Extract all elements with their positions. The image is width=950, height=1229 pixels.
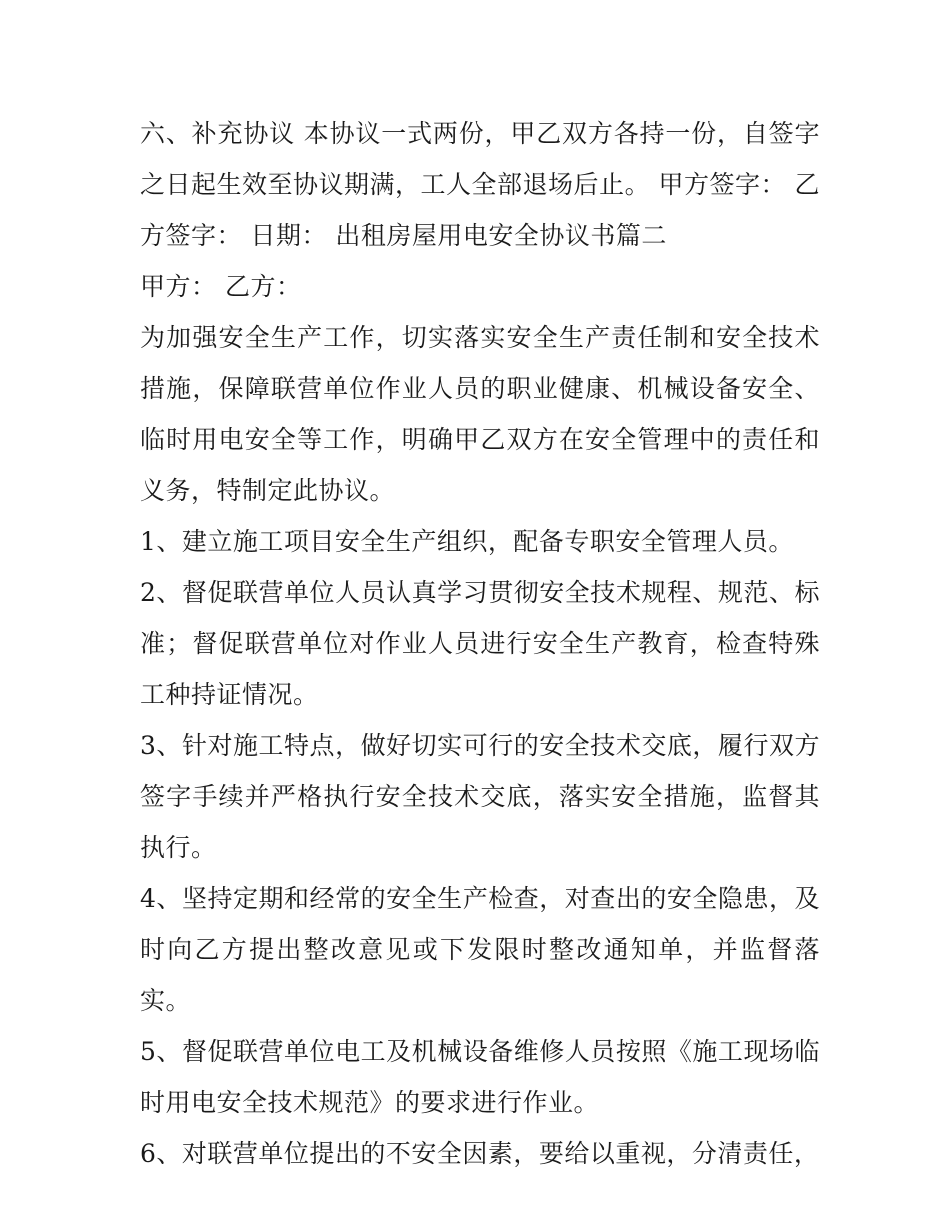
clause-5: 5、督促联营单位电工及机械设备维修人员按照《施工现场临时用电安全技术规范》的要求进行作业。 [140, 1037, 820, 1117]
document-body [140, 108, 820, 1179]
clause-3: 3、针对施工特点，做好切实可行的安全技术交底，履行双方签字手续并严格执行安全技术交底，落实安全措施，监督其执行。 [140, 731, 820, 862]
paragraph-supplementary-agreement: 六、补充协议 本协议一式两份，甲乙双方各持一份，自签字之日起生效至协议期满，工人全部退场后止。 甲方签字： 乙方签字： 日期： 出租房屋用电安全协议书篇二 [140, 119, 820, 250]
clause-4: 4、坚持定期和经常的安全生产检查，对查出的安全隐患，及时向乙方提出整改意见或下发限时整改通知单，并监督落实。 [140, 884, 820, 1015]
clause-2: 2、督促联营单位人员认真学习贯彻安全技术规程、规范、标准；督促联营单位对作业人员进行安全生产教育，检查特殊工种持证情况。 [140, 578, 820, 709]
paragraph-parties: 甲方： 乙方： [140, 272, 302, 301]
paragraph-purpose: 为加强安全生产工作，切实落实安全生产责任制和安全技术措施，保障联营单位作业人员的职业健康、机械设备安全、临时用电安全等工作，明确甲乙双方在安全管理中的责任和义务，特制定此协议。 [140, 323, 820, 505]
clause-6: 6、对联营单位提出的不安全因素，要给以重视，分清责任， [140, 1139, 820, 1168]
clause-1: 1、建立施工项目安全生产组织，配备专职安全管理人员。 [140, 527, 794, 556]
